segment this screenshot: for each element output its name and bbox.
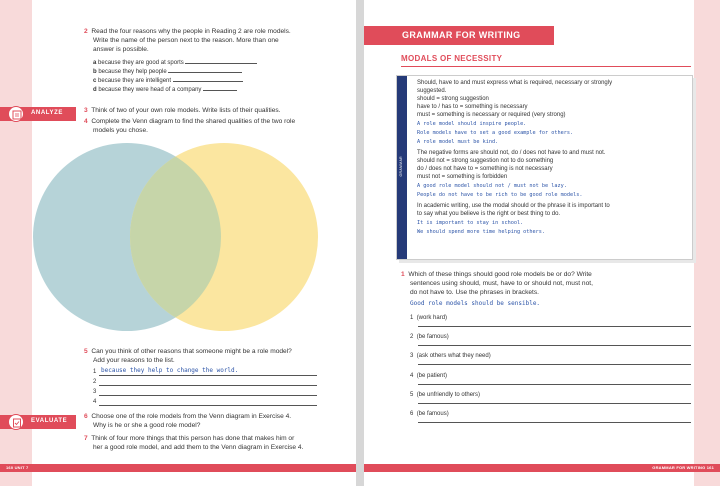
right-footer-bar	[364, 464, 720, 472]
grammar-neg-must: must not = something is forbidden	[417, 174, 508, 180]
grammar-example-1: A role model should inspire people.	[417, 121, 527, 127]
grammar-box	[396, 75, 693, 260]
q2-line2: Write the name of the person next to the reason. More than one	[93, 37, 279, 44]
evaluate-label: EVALUATE	[31, 418, 68, 424]
q2-item-d: d because they were head of a company	[93, 85, 237, 94]
grammar-p3b: to say what you believe is the right or best thing to do.	[417, 211, 561, 217]
q5-line2: Add your reasons to the list.	[93, 357, 175, 364]
q1-item-3: 3 (ask others what they need)	[410, 353, 491, 359]
q1-answer-line-4[interactable]	[418, 384, 691, 385]
q1-answer-line-3[interactable]	[418, 364, 691, 365]
grammar-strip: GRAMMAR	[397, 76, 407, 259]
q1-example-answer: Good role models should be sensible.	[410, 300, 541, 307]
analyze-label: ANALYZE	[31, 110, 63, 116]
right-margin-band	[694, 0, 720, 486]
q1-answer-line-1[interactable]	[418, 326, 691, 327]
q5-line-4[interactable]	[99, 405, 317, 406]
q5-line-2[interactable]	[99, 385, 317, 386]
q5-line1: 5 Can you think of other reasons that someone might be a role model?	[84, 348, 292, 355]
grammar-example-5: People do not have to be rich to be good role models.	[417, 192, 583, 198]
q3-text: 3 Think of two of your own role models. Write lists of their qualities.	[84, 107, 281, 114]
q1-answer-line-5[interactable]	[418, 403, 691, 404]
grammar-banner	[364, 26, 554, 45]
grammar-example-6: It is important to stay in school.	[417, 220, 524, 226]
q7-line2: her a good role model, and add them to the Venn diagram in Exercise 4.	[93, 444, 304, 451]
grammar-p2: The negative forms are should not, do / does not have to and must not.	[417, 150, 606, 156]
q1-line3: do not have to. Use the phrases in brackets.	[410, 289, 540, 296]
q5-row-4-num: 4	[93, 399, 97, 405]
left-footer-bar	[0, 464, 356, 472]
q1-item-2: 2 (be famous)	[410, 334, 449, 340]
grammar-neg-have-to: do / does not have to = something is not necessary	[417, 166, 553, 172]
right-page	[364, 0, 720, 486]
q2-item-c: c because they are intelligent	[93, 76, 243, 85]
section-rule	[401, 66, 691, 67]
grammar-banner-title: GRAMMAR FOR WRITING	[402, 30, 521, 40]
q5-line-3[interactable]	[99, 395, 317, 396]
q1-answer-line-6[interactable]	[418, 422, 691, 423]
q1-answer-line-2[interactable]	[418, 345, 691, 346]
grammar-def-have-to: have to / has to = something is necessary	[417, 104, 528, 110]
q1-item-5: 5 (be unfriendly to others)	[410, 392, 481, 398]
q2-item-b: b because they help people	[93, 67, 242, 76]
grammar-p3a: In academic writing, use the modal should or the phrase it is important to	[417, 203, 610, 209]
q1-line1: 1 Which of these things should good role models be or do? Write	[401, 271, 592, 278]
q5-row-3-num: 3	[93, 389, 97, 395]
q2-item-a: a because they are good at sports	[93, 58, 257, 67]
grammar-example-3: A role model must be kind.	[417, 139, 499, 145]
right-footer-text: GRAMMAR FOR WRITING 161	[652, 465, 714, 470]
q2-line1: 2 Read the four reasons why the people in Reading 2 are role models.	[84, 28, 291, 35]
q5-row-1-num: 1	[93, 369, 97, 375]
grammar-p1a: Should, have to and must express what is required, necessary or strongly	[417, 80, 613, 86]
left-page	[0, 0, 356, 486]
q1-line2: sentences using should, must, have to or should not, must not,	[410, 280, 593, 287]
q4-line1: 4 Complete the Venn diagram to find the shared qualities of the two role	[84, 118, 296, 125]
grammar-example-7: We should spend more time helping others.	[417, 229, 546, 235]
grammar-def-must: must = something is necessary or required (very strong)	[417, 112, 566, 118]
grammar-p1b: suggested.	[417, 88, 447, 94]
q5-example-answer: because they help to change the world.	[101, 367, 239, 374]
q7-line1: 7 Think of four more things that this person has done that makes him or	[84, 435, 295, 442]
evaluate-icon	[8, 414, 24, 430]
grammar-neg-should: should not = strong suggestion not to do something	[417, 158, 554, 164]
q6-line2: Why is he or she a good role model?	[93, 422, 201, 429]
q5-line-1[interactable]	[99, 375, 317, 376]
q1-item-1: 1 (work hard)	[410, 315, 448, 321]
grammar-def-should: should = strong suggestion	[417, 96, 489, 102]
section-title: MODALS OF NECESSITY	[401, 54, 503, 63]
q4-line2: models you chose.	[93, 127, 148, 134]
q1-item-4: 4 (be patient)	[410, 373, 448, 379]
left-footer-text: 160 UNIT 7	[6, 465, 29, 470]
q1-item-6: 6 (be famous)	[410, 411, 449, 417]
grammar-example-4: A good role model should not / must not be lazy.	[417, 183, 567, 189]
evaluate-tag	[0, 415, 76, 429]
q2-line3: answer is possible.	[93, 46, 149, 53]
grammar-example-2: Role models have to set a good example for others.	[417, 130, 574, 136]
q6-line1: 6 Choose one of the role models from the Venn diagram in Exercise 4.	[84, 413, 292, 420]
q5-row-2-num: 2	[93, 379, 97, 385]
